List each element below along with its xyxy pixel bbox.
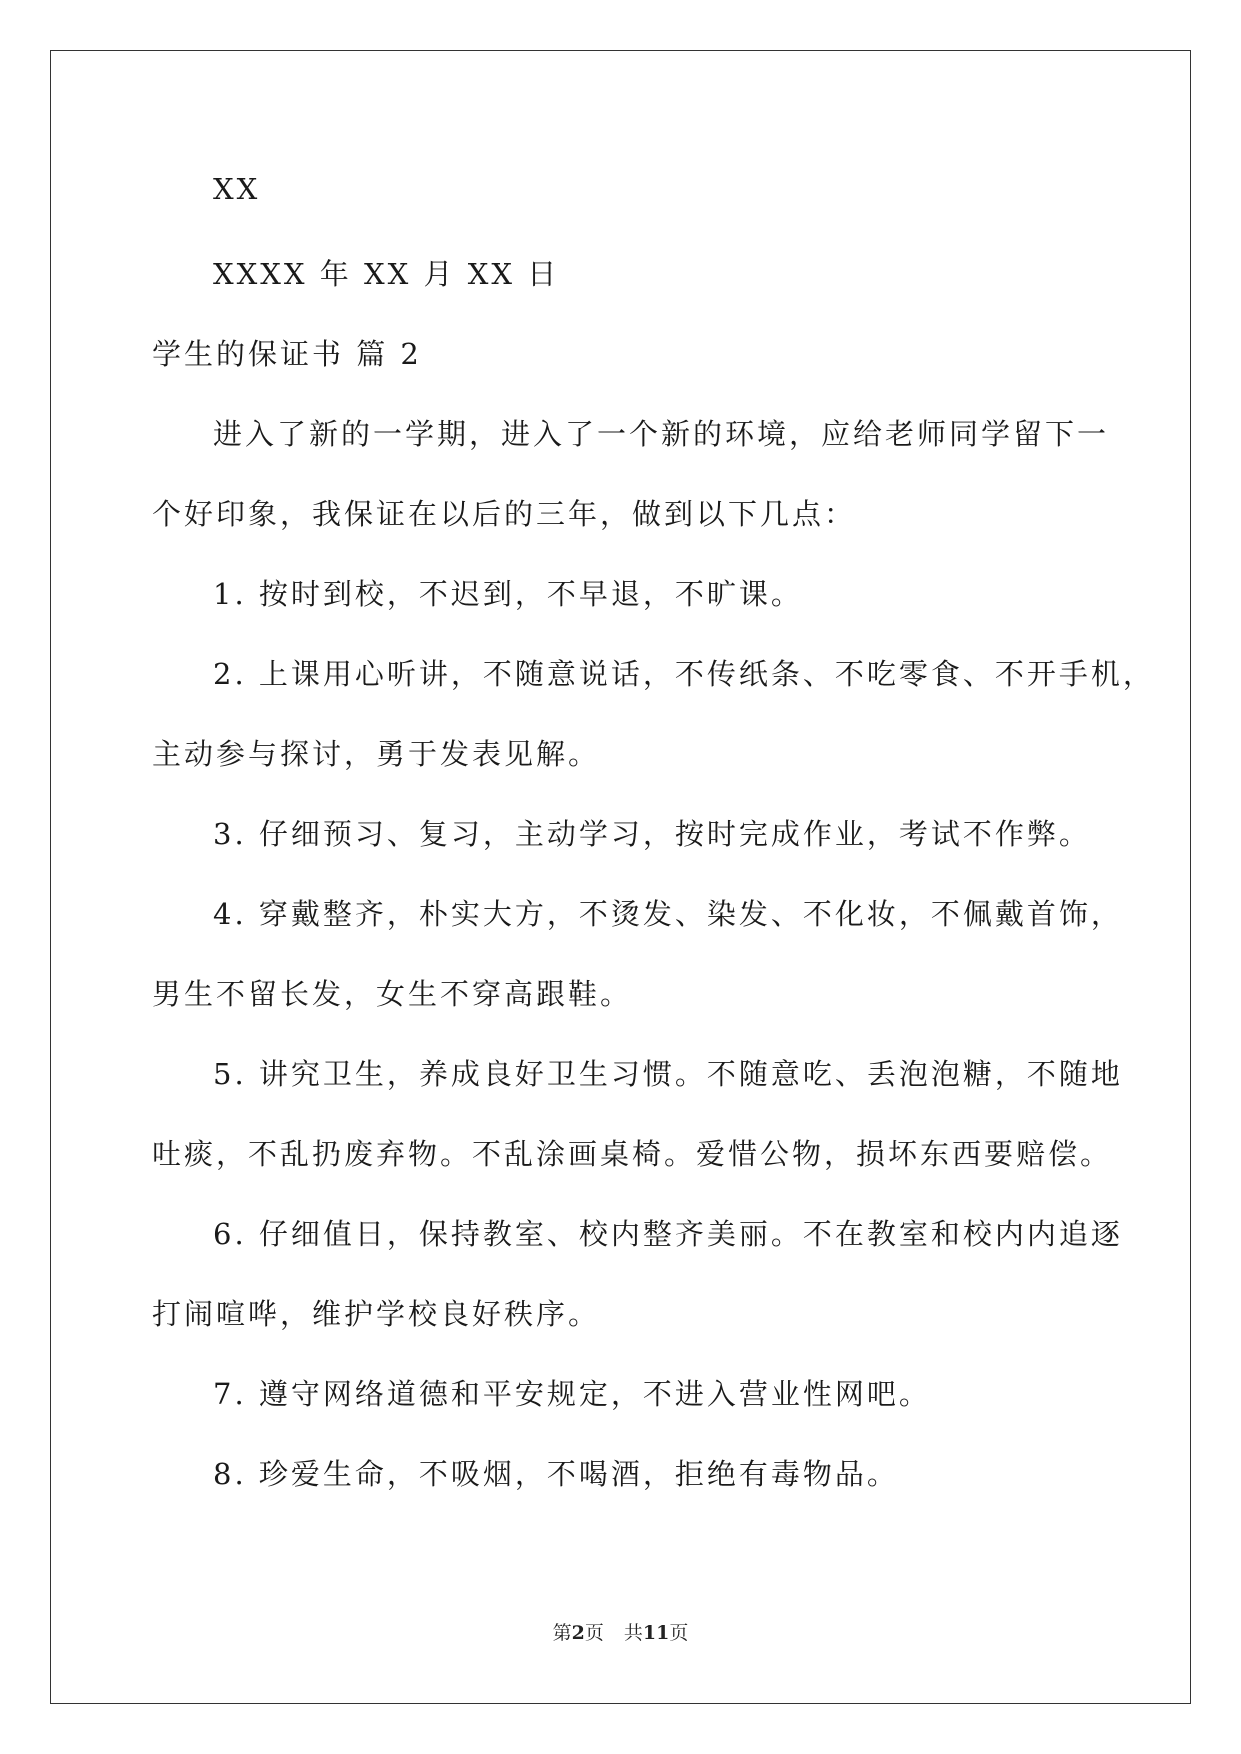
signature: XX	[213, 172, 261, 206]
total-suffix: 页	[669, 1622, 689, 1644]
page-suffix: 页	[584, 1622, 604, 1644]
paragraph-line: 7. 遵守网络道德和平安规定，不进入营业性网吧。	[213, 1377, 931, 1411]
paragraph-line: 吐痰，不乱扔废弃物。不乱涂画桌椅。爱惜公物，损坏东西要赔偿。	[152, 1137, 1113, 1171]
page-prefix: 第	[552, 1622, 572, 1644]
paragraph-line: 8. 珍爱生命，不吸烟，不喝酒，拒绝有毒物品。	[213, 1457, 899, 1491]
paragraph-line: 主动参与探讨，勇于发表见解。	[152, 737, 601, 771]
paragraph-line: 5. 讲究卫生，养成良好卫生习惯。不随意吃、丢泡泡糖，不随地	[213, 1057, 1123, 1091]
total-pages: 11	[642, 1622, 670, 1644]
page-number: 2	[571, 1622, 585, 1644]
section-title: 学生的保证书 篇 2	[152, 337, 422, 371]
paragraph-line: 2. 上课用心听讲，不随意说话，不传纸条、不吃零食、不开手机，	[213, 657, 1155, 691]
paragraph-line: 个好印象，我保证在以后的三年，做到以下几点：	[152, 497, 857, 531]
date: XXXX 年 XX 月 XX 日	[213, 257, 560, 291]
paragraph-line: 进入了新的一学期，进入了一个新的环境，应给老师同学留下一	[213, 417, 1110, 451]
paragraph-line: 打闹喧哗，维护学校良好秩序。	[152, 1297, 601, 1331]
paragraph-line: 3. 仔细预习、复习，主动学习，按时完成作业，考试不作弊。	[213, 817, 1091, 851]
paragraph-line: 6. 仔细值日，保持教室、校内整齐美丽。不在教室和校内内追逐	[213, 1217, 1123, 1251]
paragraph-line: 男生不留长发，女生不穿高跟鞋。	[152, 977, 633, 1011]
page-footer	[0, 1618, 1241, 1645]
paragraph-line: 4. 穿戴整齐，朴实大方，不烫发、染发、不化妆，不佩戴首饰，	[213, 897, 1123, 931]
total-prefix: 共	[623, 1622, 643, 1644]
paragraph-line: 1. 按时到校，不迟到，不早退，不旷课。	[213, 577, 803, 611]
